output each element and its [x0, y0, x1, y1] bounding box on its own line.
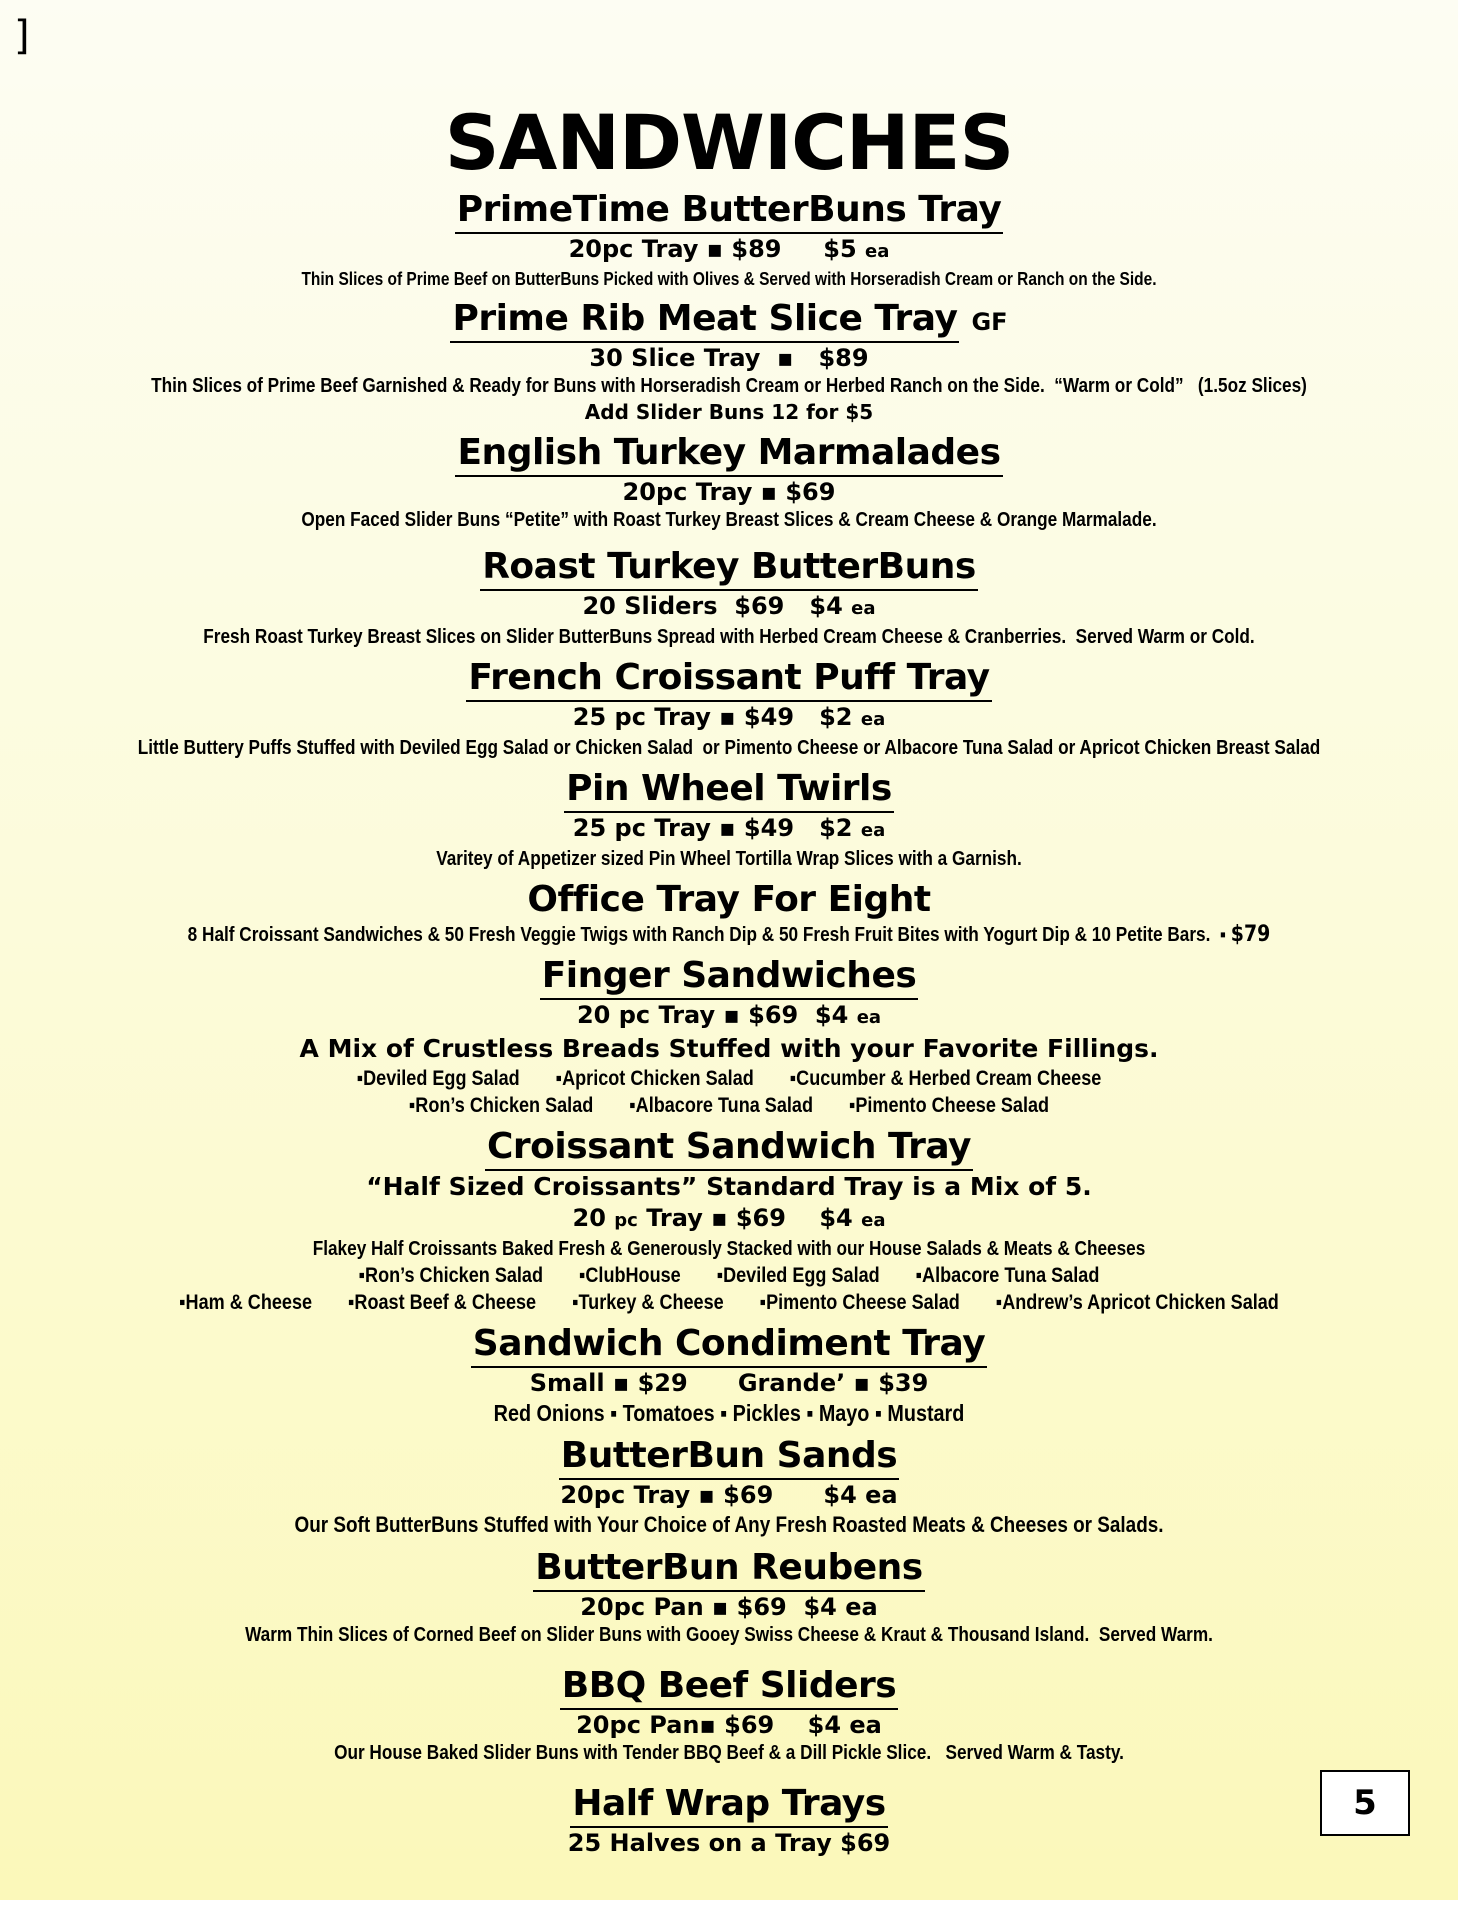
section-description: Open Faced Slider Buns “Petite” with Roast Turkey Breast Slices & Cream Cheese & Orange Marmalade.: [301, 509, 1157, 531]
section-finger-sandwiches: [0, 954, 1458, 1119]
page-title: SANDWICHES: [444, 98, 1014, 187]
section-subheading: “Half Sized Croissants” Standard Tray is a Mix of 5.: [366, 1172, 1092, 1201]
section-butterbun-sands: [0, 1434, 1458, 1540]
list-item: ▪Turkey & Cheese: [572, 1291, 724, 1314]
section-price: 20pc Pan ▪ $69 $4 ea: [580, 1593, 878, 1621]
section-price: 20pc Pan▪ $69 $4 ea: [576, 1711, 882, 1739]
corner-bracket: ]: [14, 13, 30, 59]
list-item: ▪Apricot Chicken Salad: [555, 1067, 754, 1090]
section-bbq-beef-sliders: [0, 1664, 1458, 1766]
pc-label: pc: [614, 1210, 638, 1231]
section-description: Our Soft ButterBuns Stuffed with Your Choice of Any Fresh Roasted Meats & Cheeses or Salads.: [294, 1512, 1164, 1537]
section-heading: Prime Rib Meat Slice Tray: [450, 297, 959, 343]
section-heading: BBQ Beef Sliders: [560, 1664, 898, 1710]
section-heading: Croissant Sandwich Tray: [485, 1125, 973, 1171]
section-price: [0, 702, 1458, 735]
section-heading: PrimeTime ButterBuns Tray: [455, 188, 1004, 234]
price-text: 20pc Tray ▪ $89 $5: [568, 235, 857, 263]
section-description: Thin Slices of Prime Beef Garnished & Ready for Buns with Horseradish Cream or Herbed Ranch on the Side. “Warm or Cold” (1.5oz Slices): [151, 375, 1307, 397]
section-heading: Sandwich Condiment Tray: [471, 1322, 987, 1368]
each-label: ea: [865, 241, 890, 262]
section-price: [0, 591, 1458, 624]
page-margin-bottom: [0, 1900, 1484, 1920]
price-text: Tray ▪ $69 $4: [646, 1204, 853, 1232]
list-item: ▪Pimento Cheese Salad: [848, 1094, 1050, 1117]
list-item: ▪Ron’s Chicken Salad: [408, 1094, 594, 1117]
section-heading: ButterBun Reubens: [533, 1546, 924, 1592]
section-description: Fresh Roast Turkey Breast Slices on Slider ButterBuns Spread with Herbed Cream Cheese & Cranberries. Served Warm or Cold.: [203, 626, 1255, 648]
section-heading: Half Wrap Trays: [570, 1782, 887, 1828]
price-text: 20: [572, 1204, 606, 1232]
gluten-free-tag: GF: [971, 308, 1008, 336]
fillings-row: [102, 1262, 1356, 1289]
section-price: 20pc Tray ▪ $69 $4 ea: [560, 1481, 898, 1509]
list-item: ▪Ham & Cheese: [179, 1291, 313, 1314]
price-text: 25 pc Tray ▪ $49 $2: [572, 703, 853, 731]
section-price: [0, 1203, 1458, 1236]
list-item: ▪Pimento Cheese Salad: [759, 1291, 960, 1314]
each-label: ea: [860, 709, 886, 730]
price-text: $79: [1230, 922, 1271, 947]
section-description: Flakey Half Croissants Baked Fresh & Generously Stacked with our House Salads & Meats & Cheeses: [312, 1238, 1146, 1260]
list-item: ▪Ron’s Chicken Salad: [358, 1264, 543, 1287]
each-label: ea: [856, 1007, 882, 1028]
list-item: ▪Andrew’s Apricot Chicken Salad: [995, 1291, 1279, 1314]
section-heading: English Turkey Marmalades: [455, 431, 1002, 477]
list-item: ▪Albacore Tuna Salad: [915, 1264, 1100, 1287]
price-text: 20 pc Tray ▪ $69 $4: [576, 1001, 849, 1029]
section-description: Red Onions ▪ Tomatoes ▪ Pickles ▪ Mayo ▪ Mustard: [493, 1400, 965, 1426]
list-item: ▪Albacore Tuna Salad: [629, 1094, 813, 1117]
fillings-row: [102, 1289, 1356, 1316]
section-heading: ButterBun Sands: [559, 1434, 899, 1480]
section-price: [0, 1000, 1458, 1033]
section-price: 30 Slice Tray ▪ $89: [589, 344, 869, 372]
section-primetime-butterbuns: [0, 188, 1458, 291]
section-description: Our House Baked Slider Buns with Tender BBQ Beef & a Dill Pickle Slice. Served Warm & Tasty.: [334, 1742, 1124, 1764]
list-item: ▪Cucumber & Herbed Cream Cheese: [789, 1067, 1102, 1090]
section-description: Warm Thin Slices of Corned Beef on Slider Buns with Gooey Swiss Cheese & Kraut & Thousand Island. Served Warm.: [245, 1624, 1213, 1646]
list-item: ▪Deviled Egg Salad: [356, 1067, 520, 1090]
price-text: 25 pc Tray ▪ $49 $2: [572, 814, 853, 842]
list-item: ▪ClubHouse: [578, 1264, 681, 1287]
fillings-row: [102, 1065, 1356, 1092]
section-heading: Office Tray For Eight: [527, 879, 931, 920]
section-office-tray: [0, 878, 1458, 948]
section-price: Small ▪ $29 Grande’ ▪ $39: [529, 1369, 929, 1397]
list-item: ▪Roast Beef & Cheese: [348, 1291, 537, 1314]
page-margin-right: [1458, 0, 1484, 1920]
section-description: Little Buttery Puffs Stuffed with Deviled Egg Salad or Chicken Salad or Pimento Cheese or Albacore Tuna Salad or Apricot Chicken Breast Salad: [137, 737, 1321, 759]
section-roast-turkey: [0, 545, 1458, 650]
each-label: ea: [861, 1210, 886, 1231]
section-price: [0, 813, 1458, 846]
section-price: 20pc Tray ▪ $69: [622, 478, 836, 506]
section-condiment-tray: [0, 1322, 1458, 1428]
each-label: ea: [860, 820, 886, 841]
section-butterbun-reubens: [0, 1546, 1458, 1648]
section-addon: Add Slider Buns 12 for $5: [584, 400, 874, 424]
list-item: ▪Deviled Egg Salad: [716, 1264, 880, 1287]
each-label: ea: [851, 598, 876, 619]
section-heading: Pin Wheel Twirls: [564, 767, 894, 813]
section-heading: Roast Turkey ButterBuns: [480, 545, 978, 591]
section-heading: French Croissant Puff Tray: [466, 656, 991, 702]
section-pin-wheel: [0, 767, 1458, 872]
section-prime-rib: [0, 297, 1458, 425]
fillings-row: [102, 1092, 1356, 1119]
description-text: 8 Half Croissant Sandwiches & 50 Fresh Veggie Twigs with Ranch Dip & 50 Fresh Fruit Bites with Yogurt Dip & 10 Petite Bars. ▪: [187, 924, 1227, 946]
section-half-wrap-trays: [0, 1782, 1458, 1858]
section-heading: Finger Sandwiches: [540, 954, 919, 1000]
section-croissant-sandwich-tray: [0, 1125, 1458, 1316]
section-description: Thin Slices of Prime Beef on ButterBuns Picked with Olives & Served with Horseradish Cream or Ranch on the Side.: [301, 269, 1157, 289]
menu-page: [0, 98, 1458, 1858]
section-price: 25 Halves on a Tray $69: [567, 1829, 891, 1857]
page-number-box: 5: [1320, 1770, 1410, 1836]
section-subheading: A Mix of Crustless Breads Stuffed with your Favorite Fillings.: [299, 1034, 1159, 1063]
section-description: Varitey of Appetizer sized Pin Wheel Tortilla Wrap Slices with a Garnish.: [436, 848, 1022, 870]
section-description: [102, 922, 1356, 948]
price-text: 20 Sliders $69 $4: [582, 592, 843, 620]
section-croissant-puff: [0, 656, 1458, 761]
section-price: [0, 234, 1458, 267]
section-english-turkey: [0, 431, 1458, 533]
